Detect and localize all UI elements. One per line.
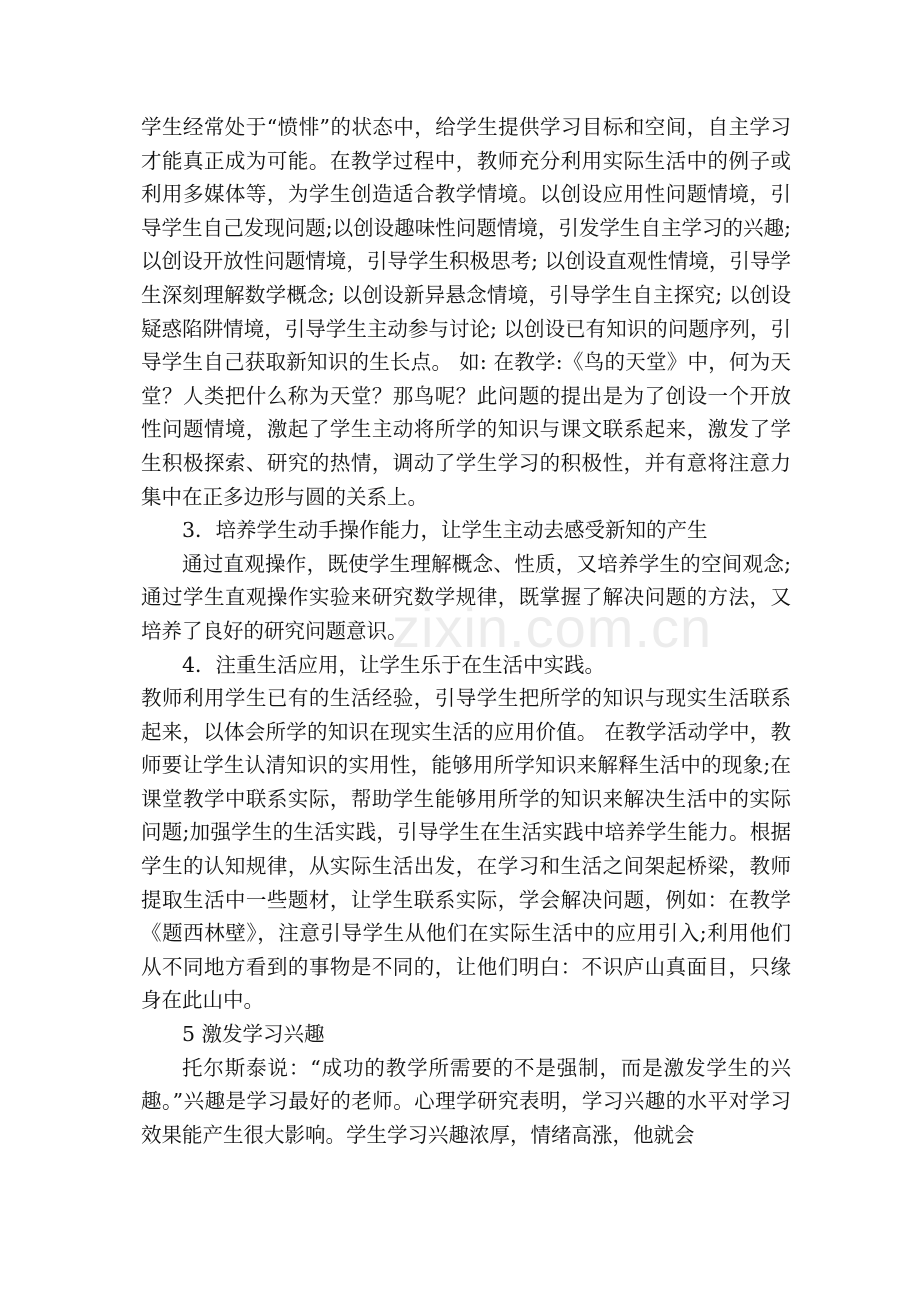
paragraph-section-4: 教师利用学生已有的生活经验，引导学生把所学的知识与现实生活联系起来，以体会所学的知识在现实生活的应用价值。 在教学活动学中，教师要让学生认清知识的实用性，能够用所学知识来解释生活中的现象;在课堂教学中联系实际，帮助学生能够用所学的知识来解决生活中的实际问题;加强学生的生活实践，引导学生在生活实践中培养学生能力。根据学生的认知规律，从实际生活出发，在学习和生活之间架起桥梁，教师提取生活中一些题材，让学生联系实际，学会解决问题，例如：在教学《题西林壁》，注意引导学生从他们在实际生活中的应用引入;利用他们从不同地方看到的事物是不同的，让他们明白：不识庐山真面目，只缘身在此山中。: [141, 686, 791, 1013]
paragraph-section-3: 通过直观操作，既使学生理解概念、性质，又培养学生的空间观念;通过学生直观操作实验来研究数学规律，既掌握了解决问题的方法，又培养了良好的研究问题意识。: [141, 551, 791, 643]
watermark: zixin.com.cn: [392, 596, 713, 659]
heading-section-3: 3．培养学生动手操作能力，让学生主动去感受新知的产生: [182, 518, 708, 543]
paragraph-intro: 学生经常处于“愤悱”的状态中，给学生提供学习目标和空间，自主学习才能真正成为可能。在教学过程中，教师充分利用实际生活中的例子或利用多媒体等，为学生创造适合教学情境。以创设应用性问题情境，引导学生自己发现问题;以创设趣味性问题情境，引发学生自主学习的兴趣; 以创设开放性问题情境，引导学生积极思考; 以创设直观性情境，引导学生深刻理解数学概念; 以创设新异悬念情境，引导学生自主探究; 以创设疑惑陷阱情境，引导学生主动参与讨论; 以创设已有知识的问题序列，引导学生自己获取新知识的生长点。 如: 在教学:《鸟的天堂》中，何为天堂？人类把什么称为天堂？那鸟呢？此问题的提出是为了创设一个开放性问题情境，激起了学生主动将所学的知识与课文联系起来，激发了学生积极探索、研究的热情，调动了学生学习的积极性，并有意将注意力集中在正多边形与圆的关系上。: [141, 115, 791, 509]
paragraph-section-5: 托尔斯泰说：“成功的教学所需要的不是强制，而是激发学生的兴趣。”兴趣是学习最好的老师。心理学研究表明，学习兴趣的水平对学习效果能产生很大影响。学生学习兴趣浓厚，情绪高涨，他就会: [141, 1055, 791, 1147]
heading-section-5: 5 激发学习兴趣: [182, 1022, 325, 1047]
document-body: [141, 111, 791, 1152]
heading-section-4: 4．注重生活应用，让学生乐于在生活中实践。: [182, 652, 606, 677]
